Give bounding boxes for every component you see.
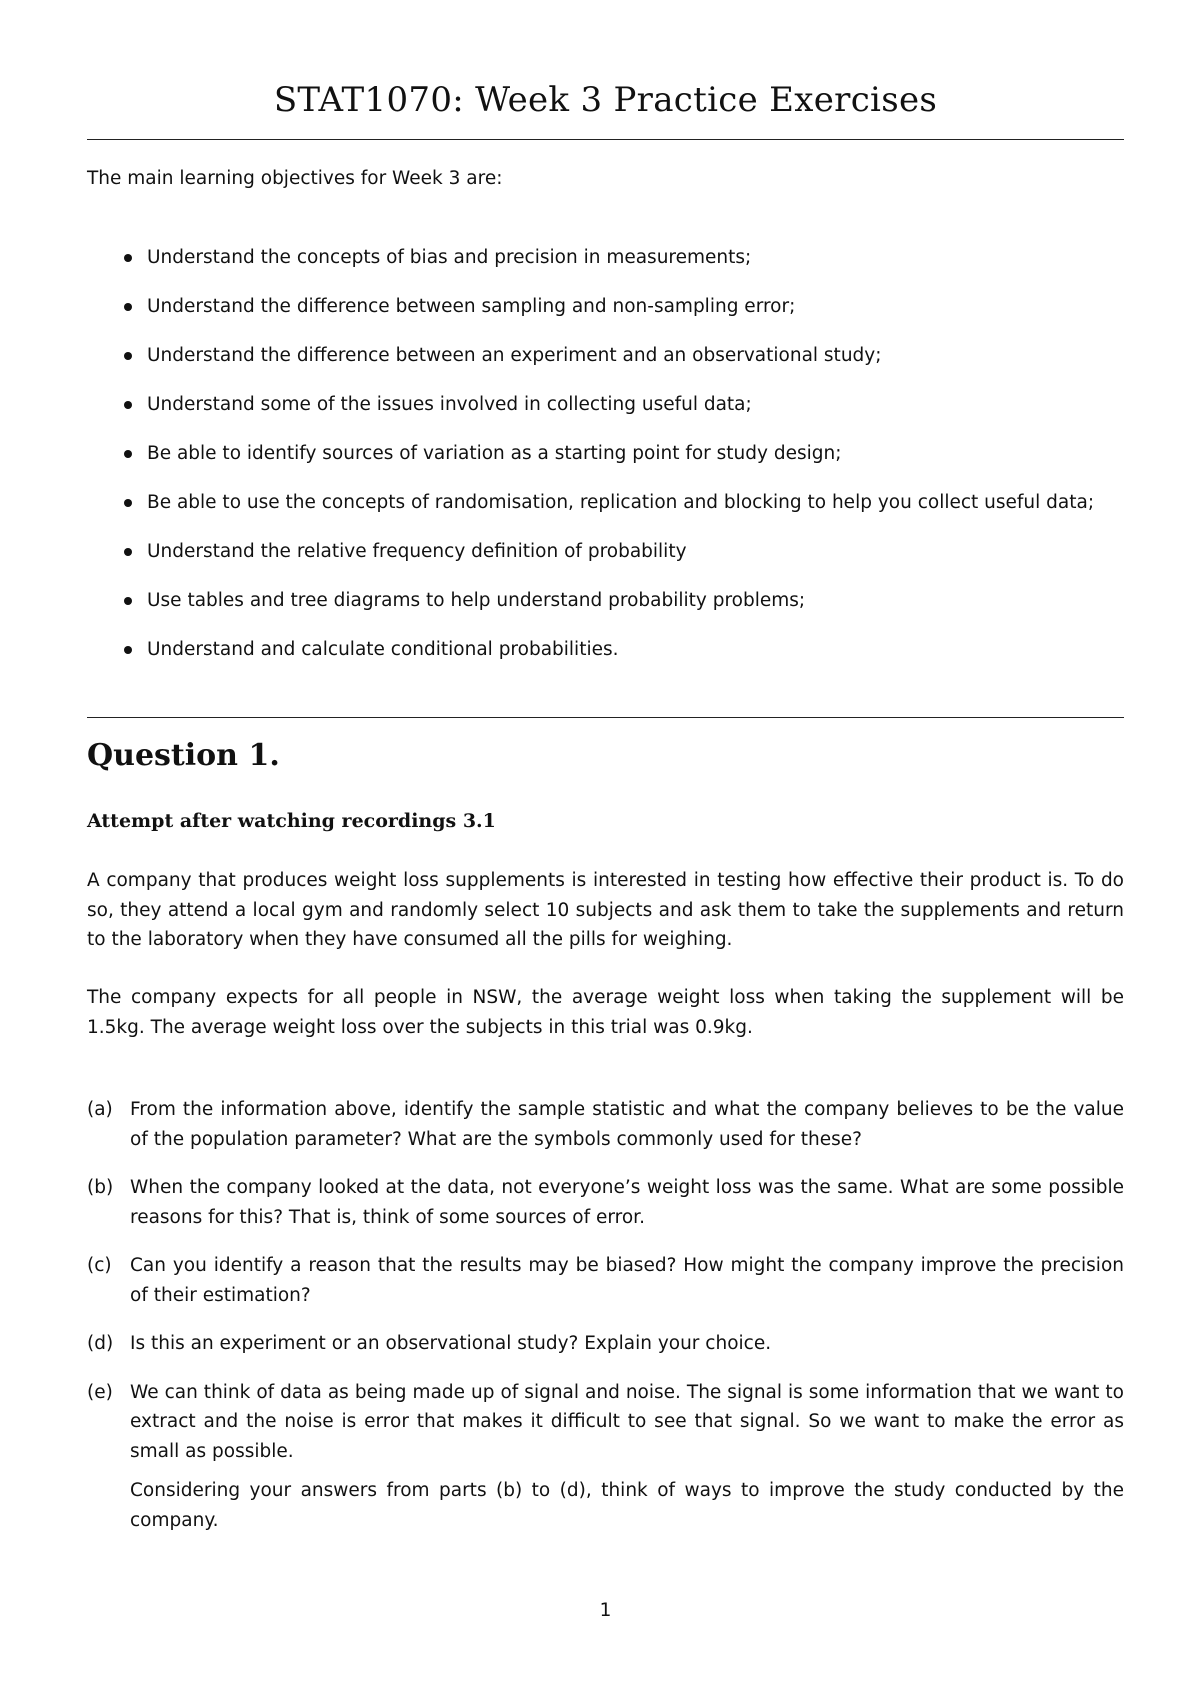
part-text: From the information above, identify the sample statistic and what the company believes to be the value of the population parameter? What are the symbols commonly used for these? (130, 1099, 1124, 1150)
bullet-icon (124, 499, 132, 507)
question-paragraph: The company expects for all people in NSW, the average weight loss when taking the supplement will be 1.5kg. The average weight loss over the subjects in this trial was 0.9kg. (87, 987, 1124, 1038)
question-paragraph: A company that produces weight loss supplements is interested in testing how effective their product is. To do so, they attend a local gym and randomly select 10 subjects and ask them to take the supplements and return to the laboratory when they have consumed all the pills for weighing. (87, 870, 1124, 950)
part-text: We can think of data as being made up of signal and noise. The signal is some information that we want to extract and the noise is error that makes it difficult to see that signal. So we want to make the error as small as possible. (130, 1381, 1124, 1462)
part-text: Is this an experiment or an observational study? Explain your choice. (130, 1333, 772, 1354)
attempt-instruction: Attempt after watching recordings 3.1 (87, 810, 496, 832)
objective-text: Understand the difference between sampling and non-sampling error; (147, 296, 796, 317)
part-extra-text: Considering your answers from parts (b) to (d), think of ways to improve the study conducted by the company. (130, 1480, 1124, 1531)
bullet-icon (124, 352, 132, 360)
question-part-a (87, 1095, 1124, 1154)
bullet-icon (124, 548, 132, 556)
part-text: When the company looked at the data, not everyone’s weight loss was the same. What are some possible reasons for this? That is, think of some sources of error. (130, 1177, 1124, 1228)
list-item (87, 390, 1124, 419)
part-text: Can you identify a reason that the results may be biased? How might the company improve the precision of their estimation? (130, 1255, 1124, 1306)
bullet-icon (124, 303, 132, 311)
document-page (87, 0, 1124, 1696)
list-item (87, 635, 1124, 664)
question-part-e (87, 1378, 1124, 1536)
bullet-icon (124, 401, 132, 409)
question-parts (87, 1095, 1124, 1554)
part-label: (c) (87, 1255, 112, 1276)
bullet-icon (124, 254, 132, 262)
objective-text: Be able to use the concepts of randomisation, replication and blocking to help you collect useful data; (147, 492, 1095, 513)
part-label: (b) (87, 1177, 114, 1198)
list-item (87, 341, 1124, 370)
question-part-c (87, 1251, 1124, 1310)
objective-text: Use tables and tree diagrams to help understand probability problems; (147, 590, 806, 611)
objective-text: Understand the relative frequency definition of probability (147, 541, 687, 562)
list-item (87, 243, 1124, 272)
bullet-icon (124, 450, 132, 458)
objective-text: Understand the concepts of bias and precision in measurements; (147, 247, 752, 268)
list-item (87, 586, 1124, 615)
objective-text: Understand some of the issues involved in collecting useful data; (147, 394, 752, 415)
title-divider (87, 139, 1124, 140)
list-item (87, 537, 1124, 566)
question-part-d (87, 1329, 1124, 1359)
question-part-b (87, 1173, 1124, 1232)
page-title: STAT1070: Week 3 Practice Exercises (273, 80, 938, 120)
page-number: 1 (599, 1600, 612, 1621)
section-divider (87, 717, 1124, 718)
objective-text: Understand the difference between an experiment and an observational study; (147, 345, 882, 366)
part-label: (d) (87, 1333, 114, 1354)
part-label: (a) (87, 1099, 113, 1120)
objective-text: Understand and calculate conditional probabilities. (147, 639, 619, 660)
list-item (87, 488, 1124, 517)
bullet-icon (124, 597, 132, 605)
question-heading: Question 1. (87, 738, 280, 773)
list-item (87, 439, 1124, 468)
list-item (87, 292, 1124, 321)
part-label: (e) (87, 1381, 113, 1403)
bullet-icon (124, 646, 132, 654)
objectives-list (87, 243, 1124, 684)
objective-text: Be able to identify sources of variation as a starting point for study design; (147, 443, 842, 464)
objectives-intro: The main learning objectives for Week 3 are: (87, 168, 503, 189)
